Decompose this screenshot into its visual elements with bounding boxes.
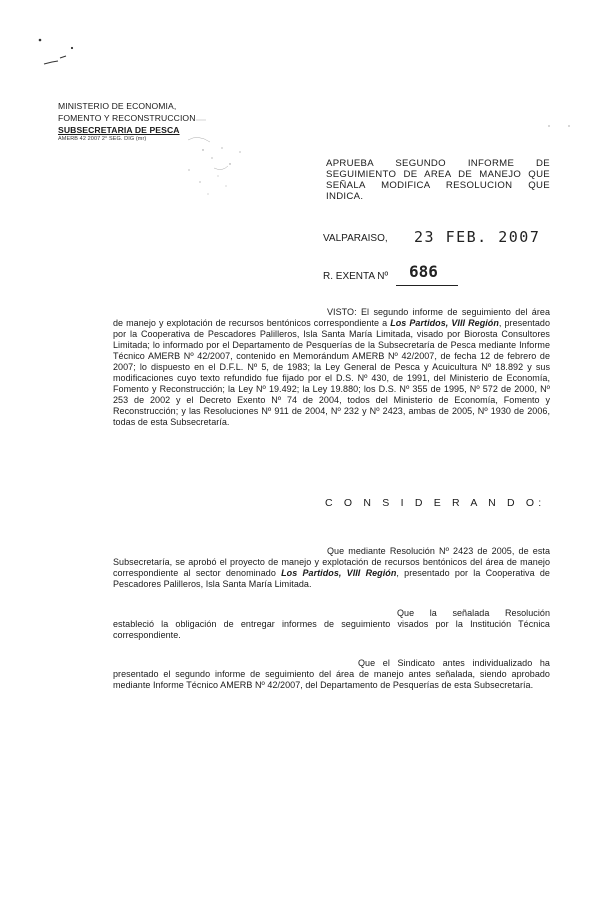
ministry-line-2: FOMENTO Y RECONSTRUCCION — [58, 113, 196, 123]
corner-scribble — [39, 39, 72, 64]
resolution-title — [326, 158, 550, 202]
visto-text: VISTO: El segundo informe de seguimiento del área de manejo y explotación de recursos bentónicos correspondiente a — [113, 307, 550, 328]
stamped-date: 23 FEB. 2007 — [414, 228, 541, 246]
visto-text-rest: , presentado por la Cooperativa de Pescadores Palilleros, Isla Santa María Limitada, visado por Biorosta Consultores Limitada; lo informado por el Departamento de Pesquerías de la Subsecretaría de Pesca mediante Informe Técnico AMERB Nº 42/2007, contenido en Memorándum AMERB Nº 42/2007, de fecha 12 de febrero de 2007; lo dispuesto en el D.F.L. Nº 5, de 1983; la Ley General de Pesca y Acuicultura Nº 18.892 y sus modificaciones cuyo texto refundido fue fijado por el D.S. Nº 430, de 1991, del Ministerio de Economía, Fomento y Reconstrucción; la Ley Nº 19.492; la Ley 19.880; los D.S. Nº 355 de 1995, Nº 572 de 2000, Nº 253 de 2002 y el Decreto Exento Nº 74 de 2004, todos del Ministerio de Economía, Fomento y Reconstrucción; y las Resoluciones Nº 911 de 2004, Nº 232 y Nº 2423, ambas de 2005, Nº 1930 de 2006, todas de esta Subsecretaría. — [113, 318, 551, 427]
area-name: Los Partidos, VIII Región — [390, 318, 499, 328]
title-line: SEGUIMIENTO DE AREA DE MANEJO QUE — [326, 169, 550, 180]
resolution-underline — [396, 285, 458, 286]
margin-specks — [548, 125, 569, 126]
stamp-residue — [188, 120, 241, 195]
ministry-line-1: MINISTERIO DE ECONOMIA, — [58, 101, 177, 111]
considerando-paragraph-2: Que la señalada Resolución estableció la obligación de entregar informes de seguimiento visados por la Institución Técnica correspondiente. — [113, 608, 550, 640]
place-label: VALPARAISO, — [323, 233, 388, 244]
title-line: INDICA. — [326, 191, 364, 202]
resolution-number: 686 — [409, 262, 438, 281]
visto-paragraph — [113, 307, 550, 428]
title-line: SEÑALA MODIFICA RESOLUCION QUE — [326, 180, 550, 191]
considerando-heading: C O N S I D E R A N D O: — [325, 497, 546, 509]
paragraph-text: Que mediante Resolución Nº 2423 de 2005, de esta Subsecretaría, se aprobó el proyecto de manejo y explotación de recursos bentónicos del área de manejo correspondiente al sector denominado — [113, 546, 550, 578]
title-line: APRUEBA SEGUNDO INFORME DE — [326, 158, 550, 169]
file-reference: AMERB 42 2007 2° SEG. DIG (mr) — [58, 136, 147, 142]
paragraph-text-rest: , presentado por la Cooperativa de Pescadores Palilleros, Isla Santa María Limitada. — [113, 568, 550, 589]
considerando-paragraph-1 — [113, 546, 550, 590]
letterhead — [58, 100, 196, 143]
resolution-label: R. EXENTA Nº — [323, 271, 389, 282]
considerando-paragraph-3: Que el Sindicato antes individualizado ha presentado el segundo informe de seguimiento del área de manejo antes señalada, siendo aprobado mediante Informe Técnico AMERB Nº 42/2007, del Departamento de Pesquerías de esta Subsecretaría. — [113, 658, 550, 690]
area-name: Los Partidos, VIII Región — [281, 568, 397, 578]
subsecretaria-name: SUBSECRETARIA DE PESCA — [58, 125, 180, 135]
